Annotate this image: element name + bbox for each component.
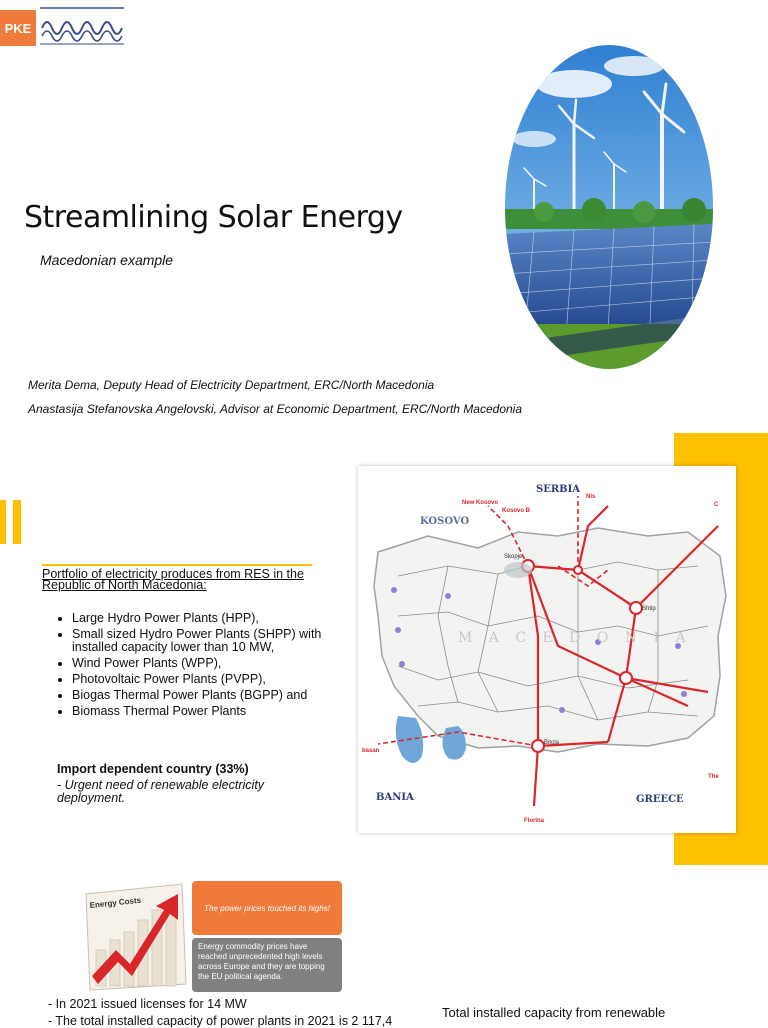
map-label-serbia: SERBIA	[536, 484, 581, 495]
price-headline: The power prices touched its highs!	[192, 881, 342, 935]
map-label-albania: BANIA	[376, 792, 414, 803]
price-description: Energy commodity prices have reached unprecedented high levels across Europe and they are topping the EU political agenda.	[192, 938, 342, 992]
license-note: - In 2021 issued licenses for 14 MW	[48, 997, 247, 1011]
list-item: • Biomass Thermal Power Plants	[72, 705, 352, 718]
list-item: • Large Hydro Power Plants (HPP),	[72, 612, 352, 625]
map-label-sofia: C	[714, 502, 719, 508]
map-label-bitola: Bitola	[544, 740, 560, 746]
list-item: • Photovoltaic Power Plants (PVPP),	[72, 673, 352, 686]
list-item: • Small sized Hydro Power Plants (SHPP) with installed capacity lower than 10 MW,	[72, 628, 352, 654]
company-logo	[0, 6, 126, 46]
section-divider	[42, 564, 312, 566]
wave-icon	[38, 6, 126, 46]
capacity-note: - The total installed capacity of power plants in 2021 is 2 117,4	[48, 1014, 393, 1028]
map-label-skopje: Skopje	[504, 554, 523, 560]
author-line: Anastasija Stefanovska Angelovski, Advisor at Economic Department, ERC/North Macedonia	[28, 402, 523, 416]
transmission-network-map	[358, 466, 736, 833]
list-item: • Biogas Thermal Power Plants (BGPP) and	[72, 689, 352, 702]
page-subtitle: Macedonian example	[40, 252, 174, 268]
logo-mark: PKE	[0, 10, 36, 46]
map-label-florina: Florina	[524, 818, 545, 824]
map-label-thessaloniki: The	[708, 774, 719, 780]
map-label-nis: Nis	[586, 494, 596, 500]
hero-image	[504, 44, 714, 370]
map-label-new-kosovo: New Kosovo	[462, 500, 499, 506]
map-label-shtip: Shtip	[642, 606, 656, 612]
import-heading: Import dependent country (33%)	[57, 762, 249, 776]
map-label-country: M A C E D O N I A	[458, 630, 692, 646]
map-label-elbasan: basan	[362, 748, 380, 754]
res-list	[56, 612, 352, 721]
list-item: • Wind Power Plants (WPP),	[72, 657, 352, 670]
import-note: - Urgent need of renewable electricity deployment.	[57, 778, 265, 805]
portfolio-heading: Portfolio of electricity produces from RES in the Republic of North Macedonia:	[42, 567, 304, 592]
accent-bar	[13, 500, 21, 544]
total-capacity-heading: Total installed capacity from renewable	[442, 1005, 666, 1020]
energy-costs-graphic	[82, 880, 190, 992]
map-label-greece: GREECE	[636, 794, 684, 805]
map-label-kosovo: KOSOVO	[420, 516, 470, 527]
accent-bar	[0, 500, 6, 544]
author-line: Merita Dema, Deputy Head of Electricity Department, ERC/North Macedonia	[28, 378, 435, 392]
map-label-kosovo-b: Kosovo B	[502, 508, 531, 514]
energy-costs-label: Energy Costs	[89, 895, 142, 910]
page-title: Streamlining Solar Energy	[24, 200, 403, 235]
map-svg	[358, 466, 736, 833]
